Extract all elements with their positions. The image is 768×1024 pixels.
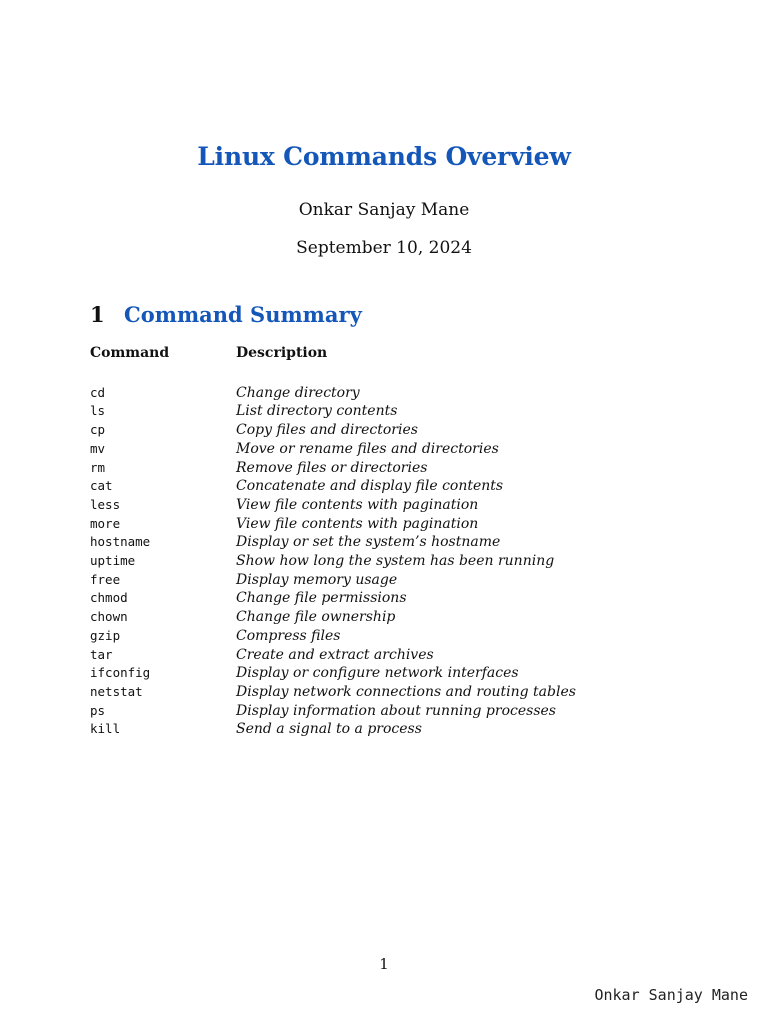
table-row <box>90 402 576 421</box>
command-name: chmod <box>90 590 128 606</box>
table-row <box>90 683 576 702</box>
command-description: Create and extract archives <box>236 646 434 663</box>
command-description: Change file ownership <box>236 609 396 626</box>
header-command: Command <box>90 345 170 361</box>
table-row <box>90 496 576 515</box>
table-body <box>90 365 576 739</box>
table-row <box>90 589 576 608</box>
table-row <box>90 646 576 665</box>
document-author: Onkar Sanjay Mane <box>298 200 470 220</box>
command-name: netstat <box>90 683 143 699</box>
page-number: 1 <box>379 955 389 973</box>
command-name: free <box>90 571 121 587</box>
command-name: ps <box>90 702 106 718</box>
table-row <box>90 552 576 571</box>
command-description: Copy files and directories <box>236 422 418 439</box>
command-name: chown <box>90 609 128 625</box>
footer-author-watermark: Onkar Sanjay Mane <box>594 986 748 1004</box>
table-row <box>90 702 576 721</box>
table-row <box>90 608 576 627</box>
document-date: September 10, 2024 <box>296 238 472 258</box>
command-description: Move or rename files and directories <box>236 440 499 457</box>
document-title: Linux Commands Overview <box>197 142 571 171</box>
table-row <box>90 440 576 459</box>
command-description: Display network connections and routing tables <box>236 683 576 700</box>
table-row <box>90 720 576 739</box>
command-name: less <box>90 496 121 512</box>
command-description: Change file permissions <box>236 590 407 607</box>
command-name: hostname <box>90 534 151 550</box>
section-heading <box>90 302 362 327</box>
table-spacer <box>90 365 576 384</box>
command-name: rm <box>90 459 106 475</box>
command-description: Display or set the system’s hostname <box>236 534 501 551</box>
table-header-row <box>90 345 576 365</box>
command-name: uptime <box>90 553 136 569</box>
table-row <box>90 515 576 534</box>
table-row <box>90 664 576 683</box>
command-description: View file contents with pagination <box>236 515 479 532</box>
command-description: Display memory usage <box>236 571 398 588</box>
command-description: Remove files or directories <box>236 459 428 476</box>
command-name: cp <box>90 422 106 438</box>
command-description: Change directory <box>236 384 360 401</box>
command-description: List directory contents <box>236 403 398 420</box>
table-row <box>90 533 576 552</box>
table-row <box>90 421 576 440</box>
command-name: kill <box>90 721 121 737</box>
command-name: more <box>90 515 121 531</box>
command-name: mv <box>90 440 106 456</box>
table-row <box>90 627 576 646</box>
command-description: Concatenate and display file contents <box>236 478 504 495</box>
command-description: Show how long the system has been running <box>236 553 555 570</box>
command-description: Display information about running processes <box>236 702 556 719</box>
command-name: cd <box>90 384 106 400</box>
command-name: ifconfig <box>90 665 151 681</box>
table-row <box>90 384 576 403</box>
table-row <box>90 459 576 478</box>
table-row <box>90 571 576 590</box>
command-description: Send a signal to a process <box>236 721 422 738</box>
section-title: Command Summary <box>124 302 362 327</box>
command-name: gzip <box>90 627 121 643</box>
command-table <box>90 345 576 739</box>
command-description: View file contents with pagination <box>236 496 479 513</box>
table-row <box>90 477 576 496</box>
command-description: Display or configure network interfaces <box>236 665 519 682</box>
section-number: 1 <box>90 302 105 327</box>
command-description: Compress files <box>236 627 341 644</box>
command-name: cat <box>90 478 113 494</box>
command-name: tar <box>90 646 113 662</box>
command-name: ls <box>90 403 106 419</box>
header-description: Description <box>236 345 328 361</box>
